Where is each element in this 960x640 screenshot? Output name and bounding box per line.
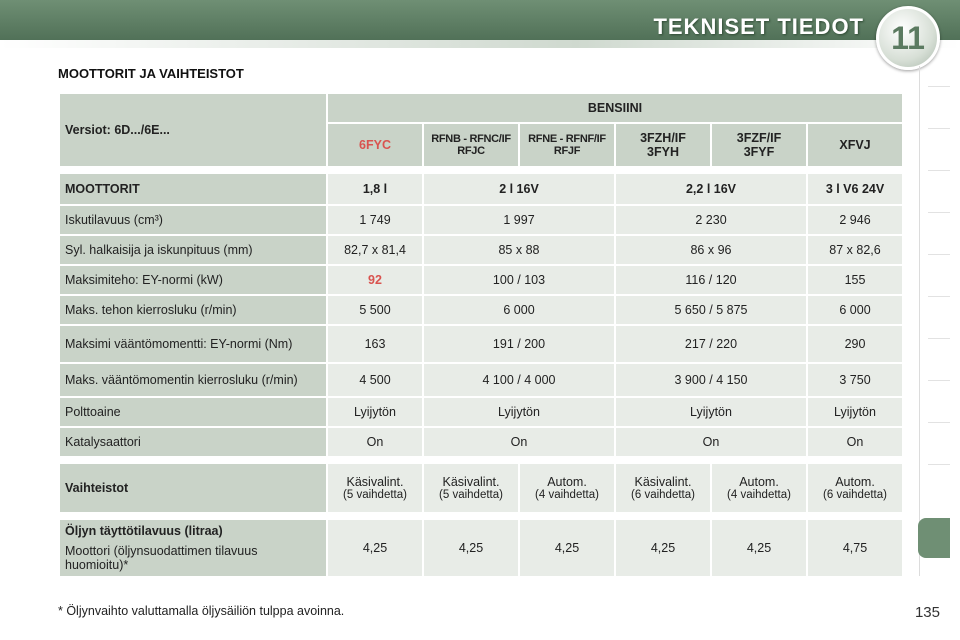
- cell: 5 650 / 5 875: [616, 296, 806, 324]
- header-swoosh: [0, 40, 960, 48]
- table-row: [60, 236, 902, 264]
- cell: 1 997: [424, 206, 614, 234]
- chapter-tab[interactable]: [928, 380, 950, 421]
- engine-col: 2 l 16V: [424, 174, 614, 204]
- oil-title: Öljyn täyttötilavuus (litraa): [65, 524, 223, 538]
- cell: 217 / 220: [616, 326, 806, 362]
- cell: 1 749: [328, 206, 422, 234]
- cell: On: [328, 428, 422, 456]
- cell: 4,25: [520, 520, 614, 576]
- cell: 2 946: [808, 206, 902, 234]
- footnote: * Öljynvaihto valuttamalla öljysäiliön tulppa avoinna.: [58, 604, 345, 618]
- row-label: Maksimiteho: EY-normi (kW): [60, 266, 326, 294]
- chapter-tab[interactable]: [928, 338, 950, 379]
- gearbox-type: Käsivalint.: [442, 475, 500, 489]
- chapter-tab[interactable]: [928, 212, 950, 253]
- version-code: RFJC: [457, 145, 485, 157]
- cell: 4 100 / 4 000: [424, 364, 614, 396]
- oil-label: Moottori (öljynsuodattimen tilavuus huomioitu)*: [65, 544, 258, 572]
- gearbox-gears: (4 vaihdetta): [727, 489, 791, 501]
- cell: 4,25: [424, 520, 518, 576]
- table-row: [60, 266, 902, 294]
- chapter-tab[interactable]: [928, 464, 950, 505]
- cell: 191 / 200: [424, 326, 614, 362]
- cell: On: [808, 428, 902, 456]
- version-code: RFJF: [553, 145, 581, 157]
- row-label: Maks. tehon kierrosluku (r/min): [60, 296, 326, 324]
- row-label: Syl. halkaisija ja iskunpituus (mm): [60, 236, 326, 264]
- cell: 5 500: [328, 296, 422, 324]
- version-code: 6FYC: [359, 138, 391, 152]
- cell: 3 900 / 4 150: [616, 364, 806, 396]
- table-row: [60, 326, 902, 362]
- version-code: 3FZF/IF: [736, 131, 782, 145]
- cell: 85 x 88: [424, 236, 614, 264]
- versions-label: Versiot: 6D.../6E...: [60, 94, 326, 166]
- cell: On: [424, 428, 614, 456]
- gearbox-gears: (6 vaihdetta): [631, 489, 695, 501]
- cell: 100 / 103: [424, 266, 614, 294]
- row-label: Iskutilavuus (cm³): [60, 206, 326, 234]
- gearbox-label: Vaihteistot: [60, 464, 326, 512]
- gearbox-row: [60, 464, 902, 512]
- chapter-tabs: [919, 66, 950, 576]
- engine-col: 3 l V6 24V: [808, 174, 902, 204]
- chapter-tab[interactable]: [928, 422, 950, 463]
- cell: 86 x 96: [616, 236, 806, 264]
- engine-col: 1,8 l: [328, 174, 422, 204]
- cell: Lyijytön: [616, 398, 806, 426]
- table-row: [60, 398, 902, 426]
- table-row: [60, 206, 902, 234]
- cell: 82,7 x 81,4: [328, 236, 422, 264]
- cell: Lyijytön: [424, 398, 614, 426]
- engines-label: MOOTTORIT: [60, 174, 326, 204]
- engine-col: 2,2 l 16V: [616, 174, 806, 204]
- chapter-badge: 11: [876, 6, 940, 70]
- gearbox-gears: (4 vaihdetta): [535, 489, 599, 501]
- gearbox-gears: (5 vaihdetta): [343, 489, 407, 501]
- cell: 92: [328, 266, 422, 294]
- gearbox-gears: (6 vaihdetta): [823, 489, 887, 501]
- cell: 163: [328, 326, 422, 362]
- chapter-tab-active[interactable]: [918, 518, 950, 558]
- cell: 6 000: [808, 296, 902, 324]
- cell: 4,25: [712, 520, 806, 576]
- table-row: [60, 428, 902, 456]
- page-title: TEKNISET TIEDOT: [653, 14, 864, 39]
- row-label: Maksimi vääntömomentti: EY-normi (Nm): [60, 326, 326, 362]
- row-label: Maks. vääntömomentin kierrosluku (r/min): [60, 364, 326, 396]
- cell: 155: [808, 266, 902, 294]
- gearbox-gears: (5 vaihdetta): [439, 489, 503, 501]
- version-code: XFVJ: [839, 138, 871, 152]
- cell: 6 000: [424, 296, 614, 324]
- cell: 2 230: [616, 206, 806, 234]
- chapter-tab[interactable]: [928, 254, 950, 295]
- section-title: MOOTTORIT JA VAIHTEISTOT: [58, 66, 244, 81]
- version-code: 3FZH/IF: [640, 131, 686, 145]
- engine-spec-table: [58, 92, 904, 578]
- version-code: 3FYH: [647, 145, 679, 159]
- chapter-tab[interactable]: [928, 86, 950, 127]
- chapter-tab[interactable]: [928, 296, 950, 337]
- table-row: [60, 296, 902, 324]
- chapter-tab[interactable]: [928, 128, 950, 169]
- cell: 4,75: [808, 520, 902, 576]
- cell: 290: [808, 326, 902, 362]
- cell: On: [616, 428, 806, 456]
- cell: 116 / 120: [616, 266, 806, 294]
- cell: 3 750: [808, 364, 902, 396]
- gearbox-type: Käsivalint.: [346, 475, 404, 489]
- fuel-header: BENSIINI: [328, 94, 902, 122]
- cell: Lyijytön: [328, 398, 422, 426]
- cell: 4,25: [328, 520, 422, 576]
- version-code: 3FYF: [743, 145, 775, 159]
- gearbox-type: Autom.: [547, 475, 587, 489]
- gearbox-type: Autom.: [739, 475, 779, 489]
- gearbox-type: Autom.: [835, 475, 875, 489]
- page-number: 135: [914, 604, 940, 621]
- cell: 4 500: [328, 364, 422, 396]
- oil-row: [60, 520, 902, 576]
- table-row: [60, 364, 902, 396]
- row-label: Katalysaattori: [60, 428, 326, 456]
- chapter-tab[interactable]: [928, 170, 950, 211]
- cell: 4,25: [616, 520, 710, 576]
- cell: 87 x 82,6: [808, 236, 902, 264]
- version-code: RFNE - RFNF/IF: [528, 133, 606, 145]
- gearbox-type: Käsivalint.: [634, 475, 692, 489]
- row-label: Polttoaine: [60, 398, 326, 426]
- cell: Lyijytön: [808, 398, 902, 426]
- version-code: RFNB - RFNC/IF: [431, 133, 511, 145]
